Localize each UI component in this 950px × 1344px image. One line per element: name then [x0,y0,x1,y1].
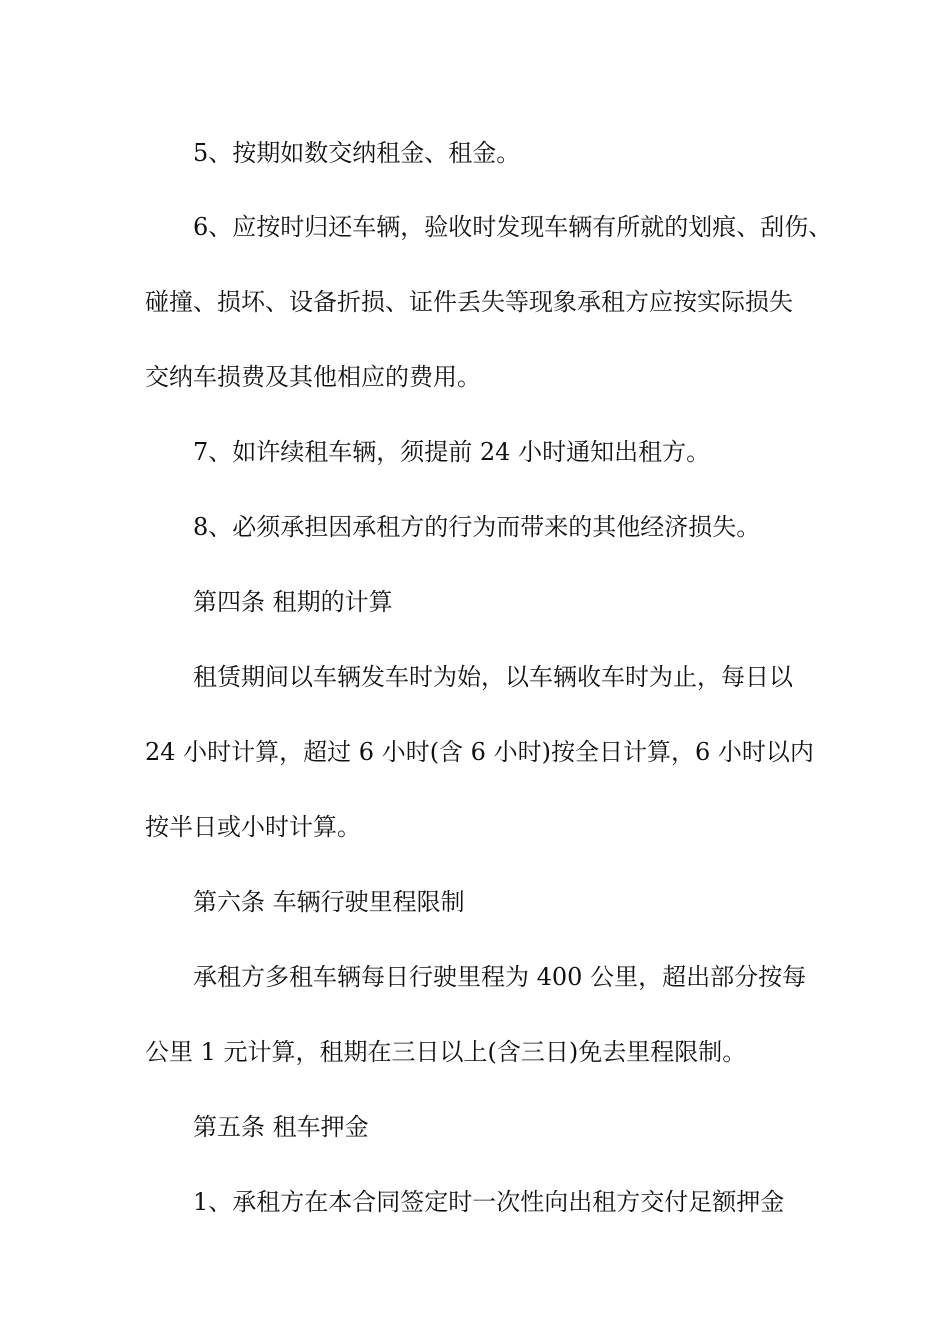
article-6-paragraph: 承租方多租车辆每日行驶里程为 400 公里，超出部分按每 [193,963,807,991]
article-4-continuation: 24 小时计算，超过 6 小时(含 6 小时)按全日计算，6 小时以内 [145,738,814,766]
article-6-continuation: 公里 1 元计算，租期在三日以上(含三日)免去里程限制。 [145,1038,747,1066]
article-4-paragraph: 租赁期间以车辆发车时为始，以车辆收车时为止，每日以 [193,663,793,691]
clause-8-text: 8、必须承担因承租方的行为而带来的其他经济损失。 [193,513,761,541]
clause-6-continuation: 碰撞、损坏、设备折损、证件丢失等现象承租方应按实际损失 [145,288,793,316]
clause-5-text: 5、按期如数交纳租金、租金。 [193,139,521,167]
article-6-heading: 第六条 车辆行驶里程限制 [193,888,465,916]
clause-6-continuation: 交纳车损费及其他相应的费用。 [145,363,481,391]
article-4-continuation: 按半日或小时计算。 [145,813,361,841]
article-4-heading: 第四条 租期的计算 [193,588,393,616]
article-5-heading: 第五条 租车押金 [193,1113,369,1141]
clause-6-text: 6、应按时归还车辆，验收时发现车辆有所就的划痕、刮伤、 [193,213,833,241]
clause-7-text: 7、如许续租车辆，须提前 24 小时通知出租方。 [193,438,711,466]
article-5-clause-1: 1、承租方在本合同签定时一次性向出租方交付足额押金 [193,1188,785,1216]
